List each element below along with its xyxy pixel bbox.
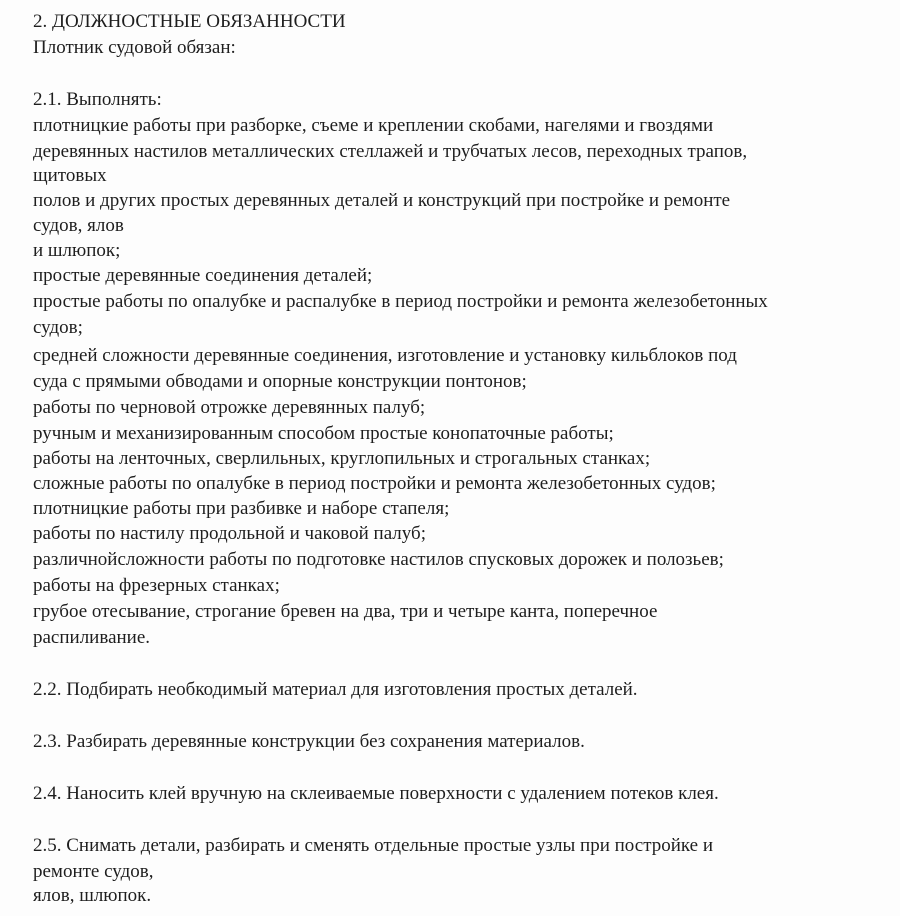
duty-line: щитовых [33,165,107,186]
duty-line: простые работы по опалубке и распалубке в период постройки и ремонта железобетонных [33,291,768,312]
document-intro: Плотник судовой обязан: [33,37,236,58]
duty-line: плотницкие работы при разборке, съеме и креплении скобами, нагелями и гвоздями [33,115,714,136]
section-2-4: 2.4. Наносить клей вручную на склеиваемые поверхности с удалением потеков клея. [33,783,719,804]
duty-line: судов; [33,317,83,338]
duty-line: работы по настилу продольной и чаковой палуб; [33,523,426,544]
section-2-1-title: 2.1. Выполнять: [33,89,162,110]
section-2-5-line: 2.5. Снимать детали, разбирать и сменять отдельные простые узлы при постройке и [33,835,714,856]
section-2-3: 2.3. Разбирать деревянные конструкции без сохранения материалов. [33,731,585,752]
duty-line: деревянных настилов металлических стеллажей и трубчатых лесов, переходных трапов, [33,141,748,162]
document-heading: 2. ДОЛЖНОСТНЫЕ ОБЯЗАННОСТИ [33,11,346,32]
duty-line: суда с прямыми обводами и опорные конструкции понтонов; [33,371,527,392]
duty-line: простые деревянные соединения деталей; [33,265,373,286]
duty-line: распиливание. [33,627,151,648]
duty-line: сложные работы по опалубке в период постройки и ремонта железобетонных судов; [33,473,716,494]
duty-line: средней сложности деревянные соединения, изготовление и установку кильблоков под [33,345,737,366]
duty-line: различнойсложности работы по подготовке настилов спусковых дорожек и полозьев; [33,549,724,570]
duty-line: и шлюпок; [33,240,121,261]
section-2-5-line: ялов, шлюпок. [33,885,152,906]
duty-line: работы на фрезерных станках; [33,575,280,596]
duty-line: ручным и механизированным способом простые конопаточные работы; [33,423,614,444]
duty-line: работы на ленточных, сверлильных, круглопильных и строгальных станках; [33,448,651,469]
duty-line: судов, ялов [33,215,124,236]
section-2-2: 2.2. Подбирать необкодимый материал для изготовления простых деталей. [33,679,638,700]
duty-line: полов и других простых деревянных деталей и конструкций при постройке и ремонте [33,190,731,211]
duty-line: плотницкие работы при разбивке и наборе стапеля; [33,498,450,519]
duty-line: работы по черновой отрожке деревянных палуб; [33,397,426,418]
duty-line: грубое отесывание, строгание бревен на два, три и четыре канта, поперечное [33,601,658,622]
section-2-5-line: ремонте судов, [33,861,154,882]
